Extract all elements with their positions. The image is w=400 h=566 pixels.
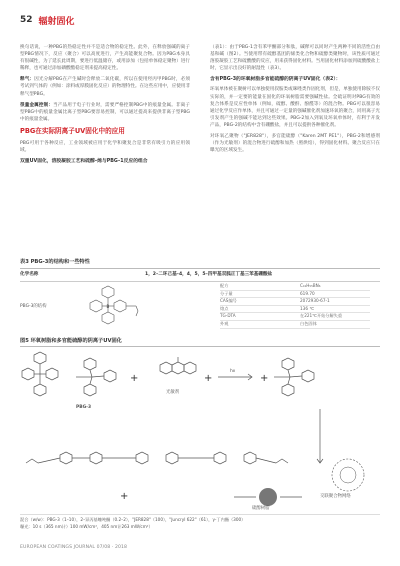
compound-name: 1，2–二环己基–4，4，5，5–四甲基双胍正丁基三苯基硼酸盐 — [145, 272, 273, 277]
hv-label: hν — [230, 369, 236, 374]
column-header: 化学名称 — [20, 272, 39, 277]
properties-table — [20, 268, 380, 330]
subheading: 双重UV固化，溶胶凝胶工艺和硫醇–烯与PBG–1反应的组合 — [20, 159, 148, 165]
property-row: 分子量 619.70 — [220, 291, 370, 299]
paragraph: 换句话说，一种PBG的热稳定性并不是适合物的稳定性。此外，在释放强碱的离子型PBG情况下，反应（聚合）可以高度进行，产生高能聚复合物。因为PBG本身具有很碱性，为了延长此周期，要进行低温储存，或用添加（包括单体稳定聚物）进行稀释，也可通过添加磷酸酯稳定剂来提高稳定性。 — [20, 45, 190, 72]
paragraph-lead: 释气： — [20, 77, 35, 83]
property-row: 外观 白色固体 — [220, 321, 370, 329]
thiol-resin-label: 硫醇树脂 — [252, 506, 270, 511]
reaction-scheme-figure — [20, 346, 380, 512]
photosensitizer-label: 光敏剂 — [166, 390, 180, 395]
subheading: 含有PBG-3的环氧树脂多官能硫醇的阴离子UV固化（表2）： — [210, 77, 341, 83]
svg-text:+: + — [130, 373, 139, 384]
property-row: TG-DTA 在221℃开始分解失重 — [220, 313, 370, 321]
left-column — [20, 44, 190, 168]
figure-title: 图5 环氧树脂和多官能硫醇的阴离子UV固化 — [20, 338, 122, 344]
paragraph — [20, 76, 190, 97]
paragraph-body: 当产品用于电子行业时，需要严格控制PBG中的痕量金属。非离子型PBG中的痕量金属比离子型PBG要容易控制，可以通过提高来提供非离子型PBG中的痕量金属。 — [20, 102, 190, 122]
section-heading: PBG在实际阴离子UV固化中的应用 — [20, 126, 125, 135]
property-row: 熔点 136 ℃ — [220, 306, 370, 314]
paragraph-lead: 很量金属控制： — [20, 102, 54, 108]
property-list — [220, 283, 370, 329]
paragraph — [20, 102, 190, 123]
svg-text:+: + — [204, 373, 213, 384]
structure-label: PBG-3的结构 — [20, 304, 47, 309]
paragraph: 环氧单体被在聚树可以单独使用叔胺类或咪唑类作固化剂，但是，单独使用除胺不仅实际的，并一定要的能量在固化的环氧树脂需要强碱性盐。全硫证明对PBG有效的复合体系是反应性单体（例如，硫醇、酸酐、酚醛等）的混合物。PBG可以很容易通过化学反应作单体，并且可通过一定量的强碱催化剂加速环氧的聚合，同用离子光引发剂产生的强碱不能达到这些效果。PBG-2加入到氧及环氧单体时，有利于开发产品，PBG-2的结构中含有硼酸盐，并且可以提供各种催化剂。 — [210, 87, 380, 128]
paragraph: （表1）：由于PBG-1含有苯甲酮部分和肽，碱释可以同时产生两种不同的活性自由基和碱（图2）。当使用带有硫醇基团的烯类化合物和硫醇类聚物时，该性质可通过溶胶凝胶工艺和硫酸酸的反应，用来获得固化材料。当用固化材料添加到硫酸酸盐上时，它显示出良好的耐湿性（表3）。 — [210, 45, 380, 72]
network-label: 交联聚合物网络 — [320, 494, 351, 499]
page-footer: EUROPEAN COATINGS JOURNAL 07/08 · 2018 — [20, 545, 128, 550]
figure-note — [20, 514, 380, 530]
paragraph-body: 因光分解PBG在产生碱时会释放二氧化碳，所以在使用羟丙甲PBG时，必须考试到气体的（例如：涂料或厚膜固化反应）的物理特性。在这些应用中，应使用非释气型PBG。 — [20, 77, 190, 97]
pbg3-structure-illustration — [80, 285, 140, 329]
page-number: 52 — [20, 15, 33, 25]
svg-text:+: + — [120, 491, 129, 502]
svg-text:B: B — [106, 304, 110, 309]
property-row: 配方 C₄₁H₅₅BN₆ — [220, 283, 370, 291]
page-header — [20, 14, 75, 26]
paragraph: PBG可用于各种反应，工业领域被应用于化学和聚复合是非常有吸引力的应用领域。 — [20, 140, 190, 154]
table-title: 表3 PBG-3的结构和一些特性 — [20, 259, 90, 265]
property-row: CAS编号 2072930-67-1 — [220, 298, 370, 306]
section-title: 辐射固化 — [38, 16, 75, 27]
right-column — [210, 44, 380, 158]
svg-text:+: + — [260, 373, 269, 384]
figure-note-line: 曝光：10 s（365 nm计）100 mW/cm²，405 nm计263 mW/cm²） — [20, 523, 153, 529]
paragraph: 对环氧乙聚物（"JER828"），多官能硫醇（"Karen 2MT PE1"），PBG-2和增感剂（作为光敏剂）的混合物进行硫醇和加热（照烘焙），得到固化材料。聚合反应只在曝光的区域发生。 — [210, 134, 380, 154]
divider — [20, 281, 380, 282]
figure-note-line: 混合（w/w）：PBG-3（1–10），2–异丙基噻吨酮（0.2–2），"JER828"（100），"Juncryl 622"（61），γ-丁内酯（300） — [20, 517, 246, 522]
pbg3-label: PBG-3 — [76, 405, 92, 410]
reaction-scheme-illustration — [20, 347, 380, 513]
